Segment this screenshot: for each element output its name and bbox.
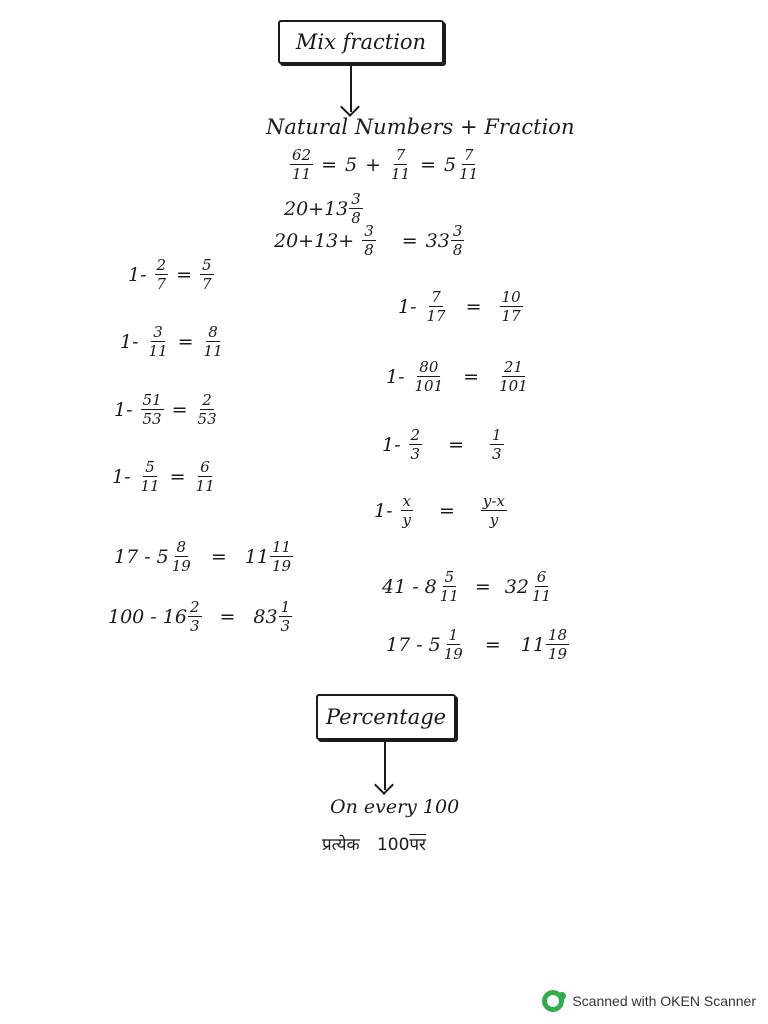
example-row-1: $\frac{62}{11}$ = 5 + $\frac{7}{11}$ = 5 $\frac{7}{11}$ xyxy=(292,146,479,183)
fraction: $\frac{62}{11}$ xyxy=(292,146,312,183)
mixed-number: 33 $\frac{3}{8}$ xyxy=(425,222,463,259)
down-arrow-icon xyxy=(384,740,386,790)
mixed-number: 20+13 $\frac{3}{8}$ xyxy=(284,190,361,227)
right-eq-row: 1- $\frac{7}{17}$ = $\frac{10}{17}$ xyxy=(398,288,521,325)
percentage-definition: On every 100 xyxy=(330,796,460,818)
mixed-eq-row: 100 - 16 $\frac{2}{3}$ = 83 $\frac{1}{3}$ xyxy=(108,598,291,635)
subtitle: Natural Numbers + Fraction xyxy=(266,115,575,139)
mix-fraction-title: Mix fraction xyxy=(295,30,427,54)
down-arrow-icon xyxy=(350,62,352,112)
mixed-eq-row: 17 - 5 $\frac{1}{19}$ = 11 $\frac{18}{19}$ xyxy=(386,626,568,663)
right-eq-row: 1- $\frac{80}{101}$ = $\frac{21}{101}$ xyxy=(386,358,528,395)
left-eq-row: 1- $\frac{3}{11}$ = $\frac{8}{11}$ xyxy=(120,323,223,360)
fraction: $\frac{3}{8}$ xyxy=(364,222,374,259)
left-eq-row: 1- $\frac{2}{7}$ = $\frac{5}{7}$ xyxy=(128,256,212,293)
percentage-hindi-line: प्रत्येक 100पर xyxy=(322,835,426,855)
percentage-box xyxy=(316,694,456,740)
right-eq-row: 1- $\frac{x}{y}$ = $\frac{y-x}{y}$ xyxy=(374,492,505,529)
mixed-number: 5 $\frac{7}{11}$ xyxy=(444,146,479,183)
example-row-3: 20+13+ $\frac{3}{8}$ = 33 $\frac{3}{8}$ xyxy=(274,222,463,259)
percentage-title: Percentage xyxy=(325,705,447,729)
left-eq-row: 1- $\frac{51}{53}$ = $\frac{2}{53}$ xyxy=(114,391,217,428)
left-eq-row: 1- $\frac{5}{11}$ = $\frac{6}{11}$ xyxy=(112,458,215,495)
scanner-watermark xyxy=(542,990,756,1012)
example-row-2 xyxy=(284,192,363,226)
mixed-eq-row: 17 - 5 $\frac{8}{19}$ = 11 $\frac{11}{19}$ xyxy=(114,538,292,575)
scanner-label: Scanned with OKEN Scanner xyxy=(572,993,756,1009)
mix-fraction-box xyxy=(278,20,444,64)
fraction: $\frac{7}{11}$ xyxy=(391,146,411,183)
mixed-eq-row: 41 - 8 $\frac{5}{11}$ = 32 $\frac{6}{11}$ xyxy=(382,568,552,605)
oken-logo-icon xyxy=(542,990,564,1012)
right-eq-row: 1- $\frac{2}{3}$ = $\frac{1}{3}$ xyxy=(382,426,502,463)
